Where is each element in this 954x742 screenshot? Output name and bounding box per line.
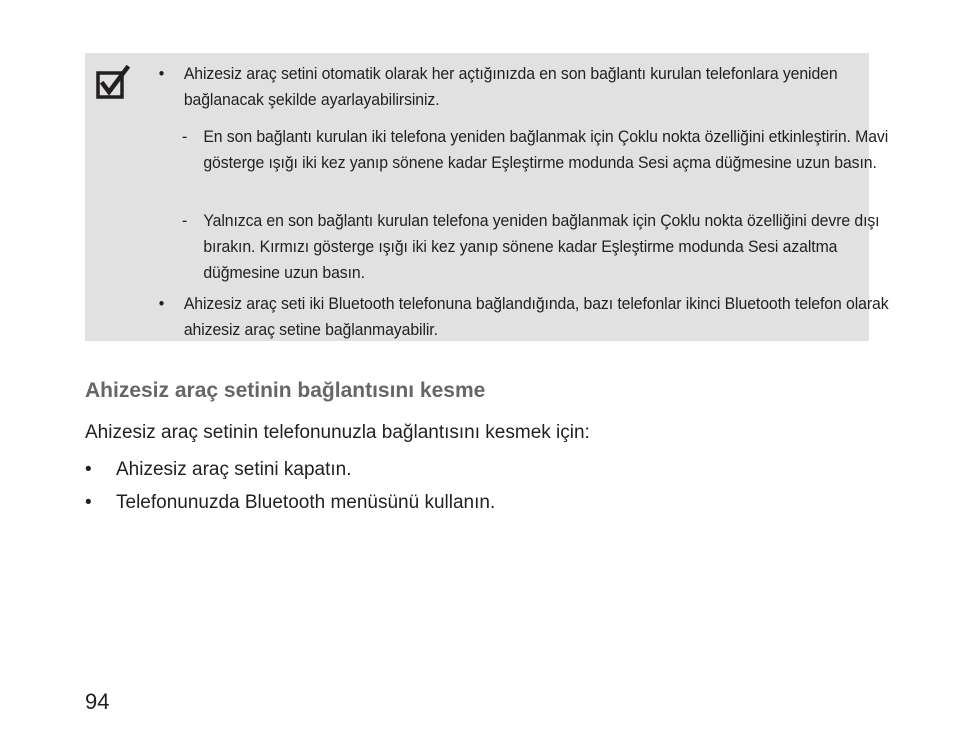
bullet-mark: • bbox=[85, 459, 92, 480]
section-intro: Ahizesiz araç setinin telefonunuzla bağlantısını kesmek için: bbox=[85, 422, 590, 443]
list-item-text: Ahizesiz araç setini kapatın. bbox=[116, 459, 352, 480]
page-number: 94 bbox=[85, 689, 110, 714]
note-box bbox=[85, 53, 889, 341]
note-bullet-text: Ahizesiz araç seti iki Bluetooth telefonuna bağlandığında, bazı telefonlar ikinci Bluetooth telefon olarak ahizesiz araç setine bağlanmayabilir. bbox=[183, 294, 889, 339]
note-sub-item-text: Yalnızca en son bağlantı kurulan telefona yeniden bağlanmak için Çoklu nokta özelliğini devre dışı bırakın. Kırmızı gösterge ışığı iki kez yanıp sönene kadar Eşleştirme modunda Sesi azaltma düğmesine uzun basın. bbox=[203, 211, 880, 282]
note-sub-item bbox=[155, 124, 910, 176]
note-bullet-item bbox=[155, 291, 891, 343]
list-item-text: Telefonunuzda Bluetooth menüsünü kullanın. bbox=[116, 492, 496, 513]
bullet-mark: • bbox=[158, 294, 165, 313]
note-sub-item-text: En son bağlantı kurulan iki telefona yeniden bağlanmak için Çoklu nokta özelliğini etkinleştirin. Mavi gösterge ışığı iki kez yanıp sönene kadar Eşleştirme modunda Sesi açma düğmesine uzun basın. bbox=[203, 127, 889, 172]
section-title: Ahizesiz araç setinin bağlantısını kesme bbox=[85, 379, 486, 402]
note-bullet-item bbox=[155, 61, 891, 113]
note-bullet-text: Ahizesiz araç setini otomatik olarak her açtığınızda en son bağlantı kurulan telefonlara yeniden bağlanacak şekilde ayarlayabilirsiniz. bbox=[183, 64, 838, 109]
dash-mark: - bbox=[181, 127, 188, 146]
bullet-mark: • bbox=[158, 64, 165, 83]
dash-mark: - bbox=[181, 211, 188, 230]
note-sub-item bbox=[155, 208, 910, 286]
checkbox-check-icon bbox=[96, 65, 132, 101]
bullet-mark: • bbox=[85, 492, 92, 513]
